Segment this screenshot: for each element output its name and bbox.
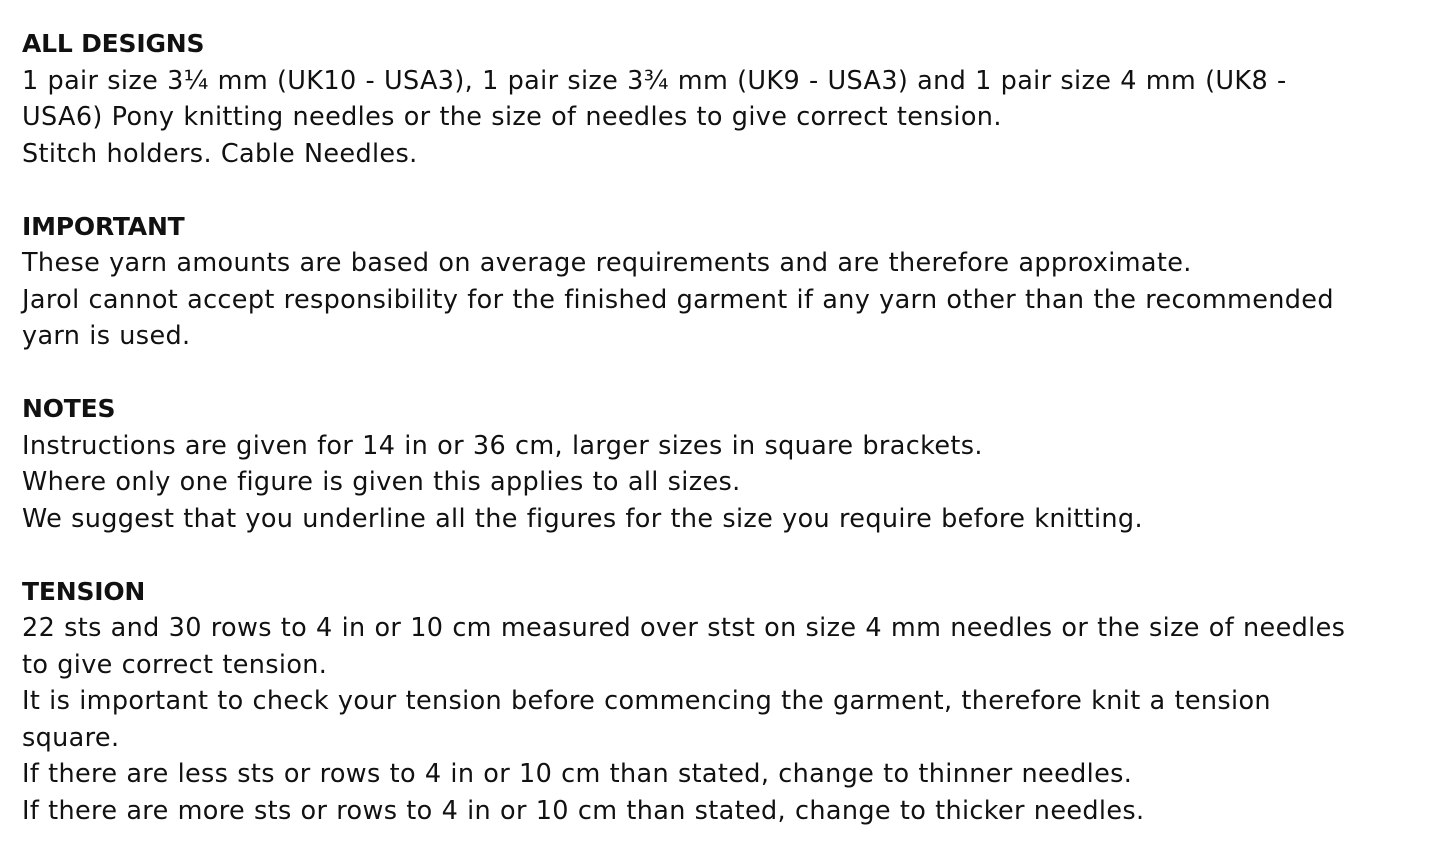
section-tension <box>22 574 1427 830</box>
text-line: Instructions are given for 14 in or 36 cm, larger sizes in square brackets. <box>22 430 983 461</box>
text-line: square. <box>22 722 120 753</box>
text-line: yarn is used. <box>22 321 191 351</box>
heading-tension: TENSION <box>22 576 146 606</box>
text-line: 22 sts and 30 rows to 4 in or 10 cm measured over stst on size 4 mm needles or the size of needles <box>22 613 1346 643</box>
text-line: Jarol cannot accept responsibility for the finished garment if any yarn other than the recommended <box>22 284 1334 315</box>
heading-important: IMPORTANT <box>22 211 185 241</box>
text-line: We suggest that you underline all the figures for the size you require before knitting. <box>22 503 1143 534</box>
text-line: It is important to check your tension before commencing the garment, therefore knit a tension <box>22 686 1271 716</box>
section-all-designs <box>22 26 1427 172</box>
text-line: USA6) Pony knitting needles or the size of needles to give correct tension. <box>22 102 1002 132</box>
text-line: These yarn amounts are based on average requirements and are therefore approximate. <box>22 248 1192 278</box>
text-line: If there are more sts or rows to 4 in or 10 cm than stated, change to thicker needles. <box>22 795 1145 826</box>
text-line: 1 pair size 3¼ mm (UK10 - USA3), 1 pair size 3¾ mm (UK9 - USA3) and 1 pair size 4 mm (UK8 - <box>22 65 1287 96</box>
heading-all-designs: ALL DESIGNS <box>22 29 205 58</box>
section-important <box>22 209 1427 355</box>
text-line: to give correct tension. <box>22 649 328 680</box>
text-line: If there are less sts or rows to 4 in or 10 cm than stated, change to thinner needles. <box>22 759 1133 789</box>
section-notes <box>22 391 1427 537</box>
text-line: Where only one figure is given this applies to all sizes. <box>22 467 741 497</box>
heading-notes: NOTES <box>22 394 116 423</box>
text-line: Stitch holders. Cable Needles. <box>22 138 418 169</box>
document-page <box>22 26 1427 866</box>
